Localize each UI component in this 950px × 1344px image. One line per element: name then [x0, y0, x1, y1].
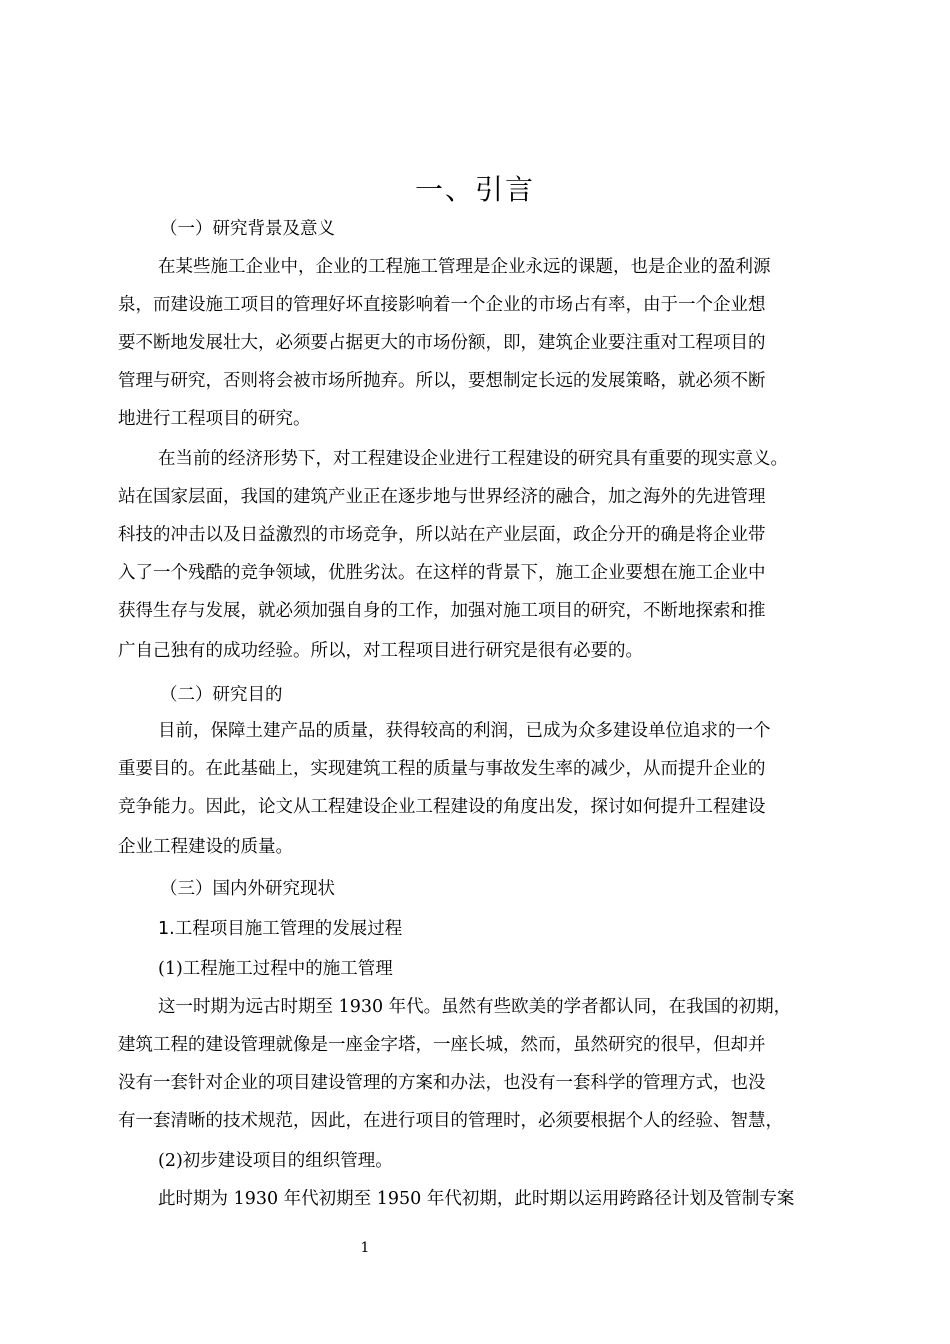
paragraph-line: 这一时期为远古时期至 1930 年代。虽然有些欧美的学者都认同，在我国的初期，	[158, 997, 792, 1017]
paragraph-line: 重要目的。在此基础上，实现建筑工程的质量与事故发生率的减少，从而提升企业的	[118, 759, 766, 779]
paragraph-line: 在当前的经济形势下，对工程建设企业进行工程建设的研究具有重要的现实意义。	[158, 449, 788, 469]
paragraph-line: 有一套清晰的技术规范，因此，在进行项目的管理时，必须要根据个人的经验、智慧，	[118, 1111, 783, 1131]
paragraph-line: 获得生存与发展，就必须加强自身的工作，加强对施工项目的研究，不断地探索和推	[118, 601, 766, 621]
section-heading-purpose: （二）研究目的	[160, 685, 283, 705]
subsection-item: (2)初步建设项目的组织管理。	[158, 1151, 393, 1171]
section-heading-background: （一）研究背景及意义	[160, 219, 335, 239]
subsection-heading: 1.工程项目施工管理的发展过程	[158, 919, 403, 939]
chapter-title: 一、引言	[414, 173, 535, 206]
paragraph-line: 地进行工程项目的研究。	[118, 409, 311, 429]
paragraph-line: 企业工程建设的质量。	[118, 837, 293, 857]
page-number: 1	[360, 1240, 370, 1256]
paragraph-line: 竞争能力。因此，论文从工程建设企业工程建设的角度出发，探讨如何提升工程建设	[118, 797, 766, 817]
paragraph-line: 广自己独有的成功经验。所以，对工程项目进行研究是很有必要的。	[118, 641, 643, 661]
paragraph-line: 此时期为 1930 年代初期至 1950 年代初期，此时期以运用跨路径计划及管制专案	[158, 1189, 795, 1209]
paragraph-line: 没有一套针对企业的项目建设管理的方案和办法，也没有一套科学的管理方式，也没	[118, 1073, 766, 1093]
paragraph-line: 泉，而建设施工项目的管理好坏直接影响着一个企业的市场占有率，由于一个企业想	[118, 295, 766, 315]
paragraph-line: 科技的冲击以及日益激烈的市场竞争，所以站在产业层面，政企分开的确是将企业带	[118, 525, 766, 545]
paragraph-line: 站在国家层面，我国的建筑产业正在逐步地与世界经济的融合，加之海外的先进管理	[118, 487, 766, 507]
paragraph-line: 目前，保障土建产品的质量，获得较高的利润，已成为众多建设单位追求的一个	[158, 721, 771, 741]
paragraph-line: 管理与研究，否则将会被市场所抛弃。所以，要想制定长远的发展策略，就必须不断	[118, 371, 766, 391]
paragraph-line: 入了一个残酷的竞争领域，优胜劣汰。在这样的背景下，施工企业要想在施工企业中	[118, 563, 766, 583]
section-heading-research-status: （三）国内外研究现状	[160, 879, 335, 899]
subsection-item: (1)工程施工过程中的施工管理	[158, 959, 393, 979]
paragraph-line: 要不断地发展壮大，必须要占据更大的市场份额，即，建筑企业要注重对工程项目的	[118, 333, 766, 353]
paragraph-line: 建筑工程的建设管理就像是一座金字塔，一座长城，然而，虽然研究的很早，但却并	[118, 1035, 766, 1055]
paragraph-line: 在某些施工企业中，企业的工程施工管理是企业永远的课题，也是企业的盈利源	[158, 257, 771, 277]
